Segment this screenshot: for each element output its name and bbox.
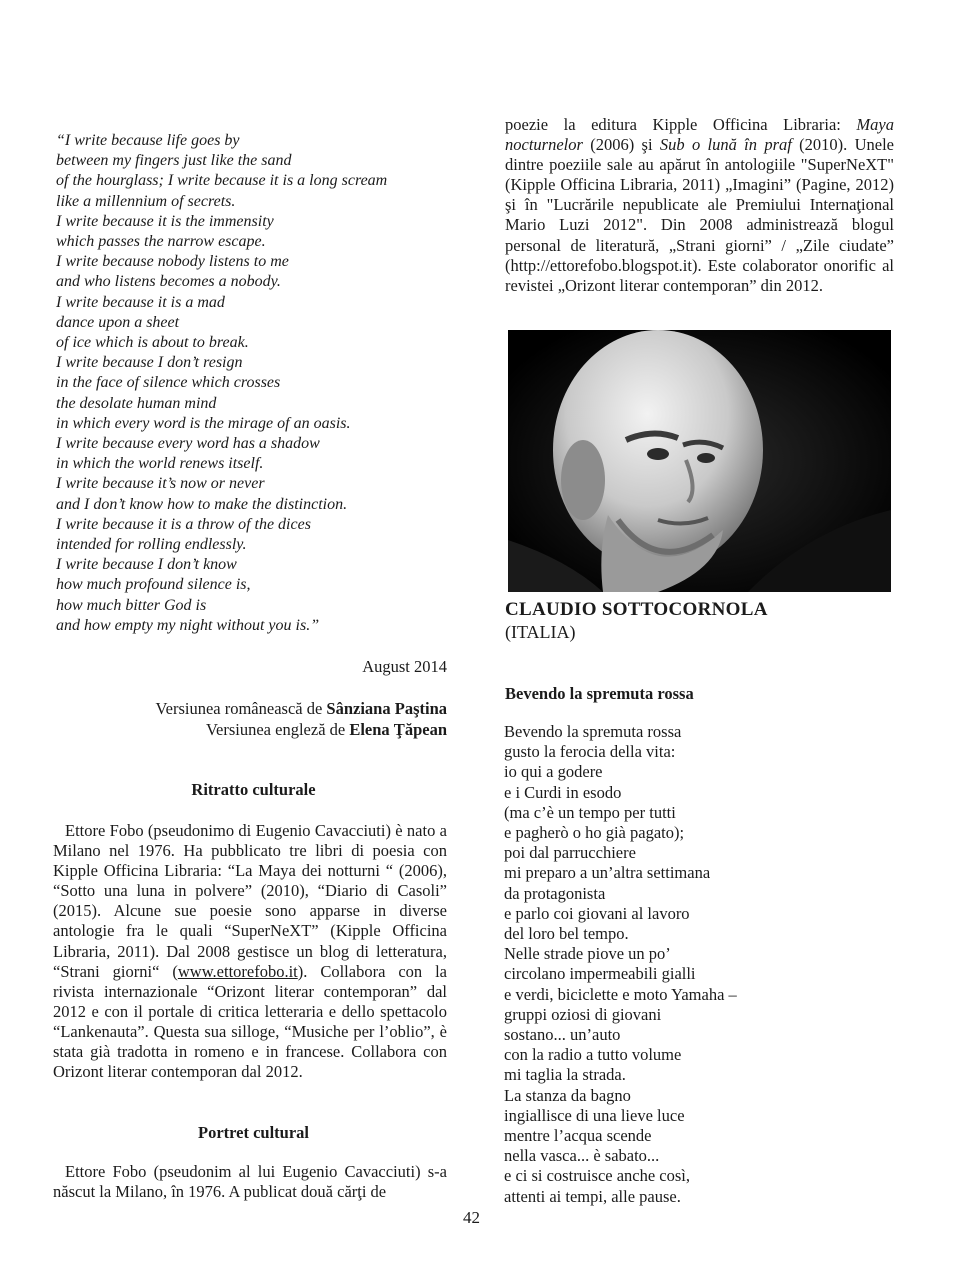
poem-en-line: in which the world renews itself. — [56, 455, 264, 473]
poem-it-line: gusto la ferocia della vita: — [504, 742, 676, 762]
poem-it-line: mi taglia la strada. — [504, 1065, 626, 1085]
poem-it-line: (ma c’è un tempo per tutti — [504, 802, 676, 822]
poem-date: August 2014 — [362, 657, 447, 676]
book-title: Sub o lună în praf — [659, 135, 792, 155]
romanian-version-credit — [100, 698, 447, 719]
section-heading-ritratto: Ritratto culturale — [191, 780, 316, 799]
poem-it-line: poi dal parrucchiere — [504, 843, 636, 863]
poem-it-line: mentre l’acqua scende — [504, 1126, 652, 1146]
bio-text: Ettore Fobo (pseudonimo di Eugenio Cavacciuti) è nato a Milano nel 1976. Ha pubblicato tre libri di poesia con Kipple Officina Libraria: “La Maya dei notturni “ (2006), “Sotto una luna in polvere” (2010), “Diario di Casoli” (2015). Alcune sue poesie sono apparse in diverse antologie fra le quali “SuperNeXT” (Kipple Officina Libraria, 2011). Dal 2008 gestisce un blog di letteratura, “Strani giorni“ ( — [53, 821, 447, 981]
bio-text: (2006) şi — [582, 135, 660, 155]
poem-en-line: I write because nobody listens to me — [56, 253, 289, 271]
bio-paragraph-italian — [53, 821, 447, 1082]
page-number: 42 — [463, 1208, 480, 1227]
author-country: (ITALIA) — [505, 622, 576, 642]
poem-it-line: con la radio a tutto volume — [504, 1045, 682, 1065]
poem-it-line: circolano impermeabili gialli — [504, 964, 696, 984]
poem-it-line: e ci si costruisce anche così, — [504, 1166, 691, 1186]
bio-text: ). Collabora con la rivista internazionale “Orizont literar contemporan” dal 2012 e con il portale di critica letteraria e dello spettacolo “Lankenauta”. Questa sua silloge, “Musiche per l’oblio”, è stata già tradotta in romeno e in francese. Collabora con Orizont literar contemporan dal 2012. — [53, 961, 448, 1082]
poem-it-line: da protagonista — [504, 883, 606, 903]
poem-en-line: of ice which is about to break. — [56, 334, 249, 352]
poem-en-line: I write because it’s now or never — [56, 475, 265, 493]
poem-en-line: how much profound silence is, — [56, 576, 251, 594]
section-heading-portret: Portret cultural — [197, 1123, 310, 1142]
poem-en-line: and how empty my night without you is.” — [56, 616, 320, 634]
book-title: Maya nocturnelor — [505, 115, 894, 155]
credit-label: Versiunea românească de — [155, 699, 327, 718]
poem-en-line: and I don’t know how to make the distinction. — [56, 495, 348, 513]
poem-en-line: between my fingers just like the sand — [56, 152, 292, 170]
poem-italian-title: Bevendo la spremuta rossa — [505, 684, 694, 703]
poem-en-line: in which every word is the mirage of an oasis. — [56, 414, 351, 432]
translation-credits — [100, 698, 447, 740]
poem-it-line: e i Curdi in esodo — [504, 782, 622, 802]
translator-name: Sânziana Paştina — [326, 699, 447, 718]
poem-it-line: io qui a godere — [504, 762, 603, 782]
poem-en-line: and who listens becomes a nobody. — [56, 273, 281, 291]
bio-text: (2010). Unele dintre poeziile sale au apărut în antologiile "SuperNeXT" (Kipple Officina Libraria, 2011) „Imagini” (Pagine, 2012) şi în "Lucrările nepublicate ale Premiului Internaţional Mario Luzi 2012". Din 2008 administrează blogul personal de literatură, „Strani giorni” / „Zile ciudate” (http://ettorefobo.blogspot.it). Este colaborator onorific al revistei „Orizont literar contemporan” din 2012. — [505, 135, 894, 295]
poem-it-line: e parlo coi giovani al lavoro — [504, 903, 690, 923]
poem-en-line: I write because it is the immensity — [56, 212, 274, 230]
poem-en-line: which passes the narrow escape. — [56, 233, 266, 251]
poem-en-line: dance upon a sheet — [56, 313, 180, 331]
poem-it-line: Bevendo la spremuta rossa — [504, 722, 682, 741]
poem-it-line: e pagherò o ho già pagato); — [504, 823, 685, 843]
bio-paragraph-romanian-cont — [505, 115, 894, 296]
poem-en-line: how much bitter God is — [56, 596, 207, 614]
translator-name: Elena Ţăpean — [349, 720, 447, 739]
poem-en-line: I write because I don’t know — [56, 556, 237, 574]
author-name: CLAUDIO SOTTOCORNOLA — [505, 599, 768, 620]
poem-en-line: I write because it is a throw of the dices — [56, 515, 311, 533]
poem-en-line: I write because every word has a shadow — [56, 435, 320, 453]
poem-en-line: I write because I don’t resign — [56, 354, 243, 372]
poem-it-line: ingiallisce di una lieve luce — [504, 1105, 685, 1125]
poem-italian — [504, 722, 904, 1207]
english-version-credit — [100, 719, 447, 740]
bio-text: poezie la editura Kipple Officina Libraria: — [505, 115, 857, 134]
poem-it-line: Nelle strade piove un po’ — [504, 944, 671, 964]
poem-it-line: gruppi oziosi di giovani — [504, 1004, 662, 1024]
credit-label: Versiunea engleză de — [205, 720, 350, 739]
author-portrait-image — [508, 330, 891, 592]
poem-it-line: e verdi, biciclette e moto Yamaha – — [504, 984, 737, 1004]
author-photo — [508, 330, 891, 592]
poem-en-line: like a millennium of secrets. — [56, 192, 236, 210]
bio-paragraph-romanian-start: Ettore Fobo (pseudonim al lui Eugenio Cavacciuti) s-a născut la Milano, în 1976. A publicat două cărţi de — [53, 1162, 447, 1202]
poem-en-line: the desolate human mind — [56, 394, 217, 412]
poem-it-line: La stanza da bagno — [504, 1085, 631, 1105]
website-link[interactable]: www.ettorefobo.it — [177, 961, 298, 981]
poem-english — [56, 131, 456, 636]
poem-en-line: in the face of silence which crosses — [56, 374, 281, 392]
poem-it-line: mi preparo a un’altra settimana — [504, 863, 711, 883]
poem-en-line: I write because it is a mad — [56, 293, 225, 311]
poem-en-line: intended for rolling endlessly. — [56, 536, 247, 554]
poem-it-line: del loro bel tempo. — [504, 924, 629, 944]
poem-it-line: nella vasca... è sabato... — [504, 1146, 660, 1166]
poem-it-line: sostano... un’auto — [504, 1025, 621, 1045]
poem-en-line: “I write because life goes by — [56, 132, 240, 149]
poem-en-line: of the hourglass; I write because it is a long scream — [56, 172, 388, 190]
poem-it-line: attenti ai tempi, alle pause. — [504, 1186, 681, 1206]
